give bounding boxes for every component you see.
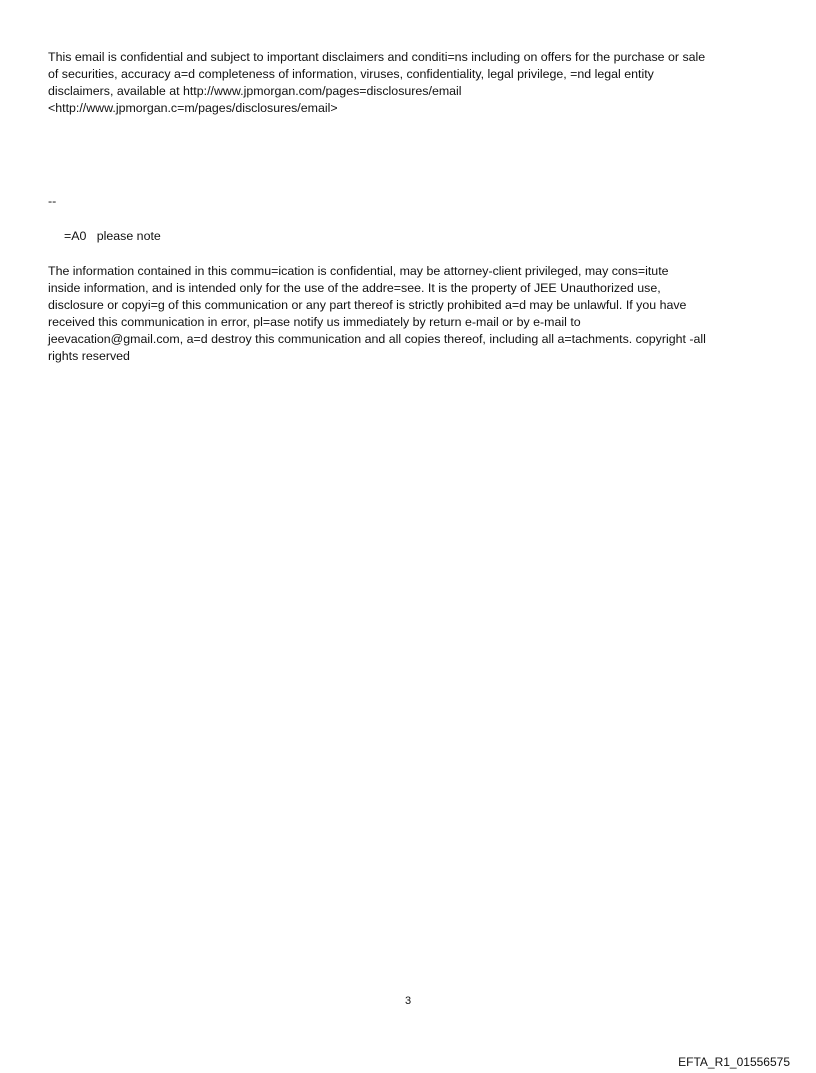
notice-line: disclosure or copyi=g of this communication or any part thereof is strictly prohibited a=d may be unlawful. If you have [48, 298, 687, 312]
document-id-stamp: EFTA_R1_01556575 [678, 1055, 790, 1069]
disclaimer-line: This email is confidential and subject to important disclaimers and conditi=ns including on offers for the purchase or sale [48, 50, 706, 64]
disclaimer-line: of securities, accuracy a=d completeness of information, viruses, confidentiality, legal privilege, =nd legal entity [48, 67, 654, 81]
please-note-line: =A0 please note [64, 229, 161, 243]
notice-line: rights reserved [48, 349, 130, 363]
signature-separator: -- [48, 194, 57, 208]
page-number: 3 [404, 995, 412, 1007]
notice-line: jeevacation@gmail.com, a=d destroy this communication and all copies thereof, including all a=tachments. copyright -all [48, 332, 706, 346]
confidentiality-notice-paragraph [48, 263, 778, 365]
jpmorgan-disclaimer-paragraph [48, 49, 778, 117]
disclaimer-line: <http://www.jpmorgan.c=m/pages/disclosures/email> [48, 101, 338, 115]
notice-line: inside information, and is intended only for the use of the addre=see. It is the property of JEE Unauthorized use, [48, 281, 661, 295]
notice-line: received this communication in error, pl=ase notify us immediately by return e-mail or by e-mail to [48, 315, 581, 329]
disclaimer-line: disclaimers, available at http://www.jpmorgan.com/pages=disclosures/email [48, 84, 462, 98]
notice-line: The information contained in this commu=ication is confidential, may be attorney-client privileged, may cons=itute [48, 264, 669, 278]
